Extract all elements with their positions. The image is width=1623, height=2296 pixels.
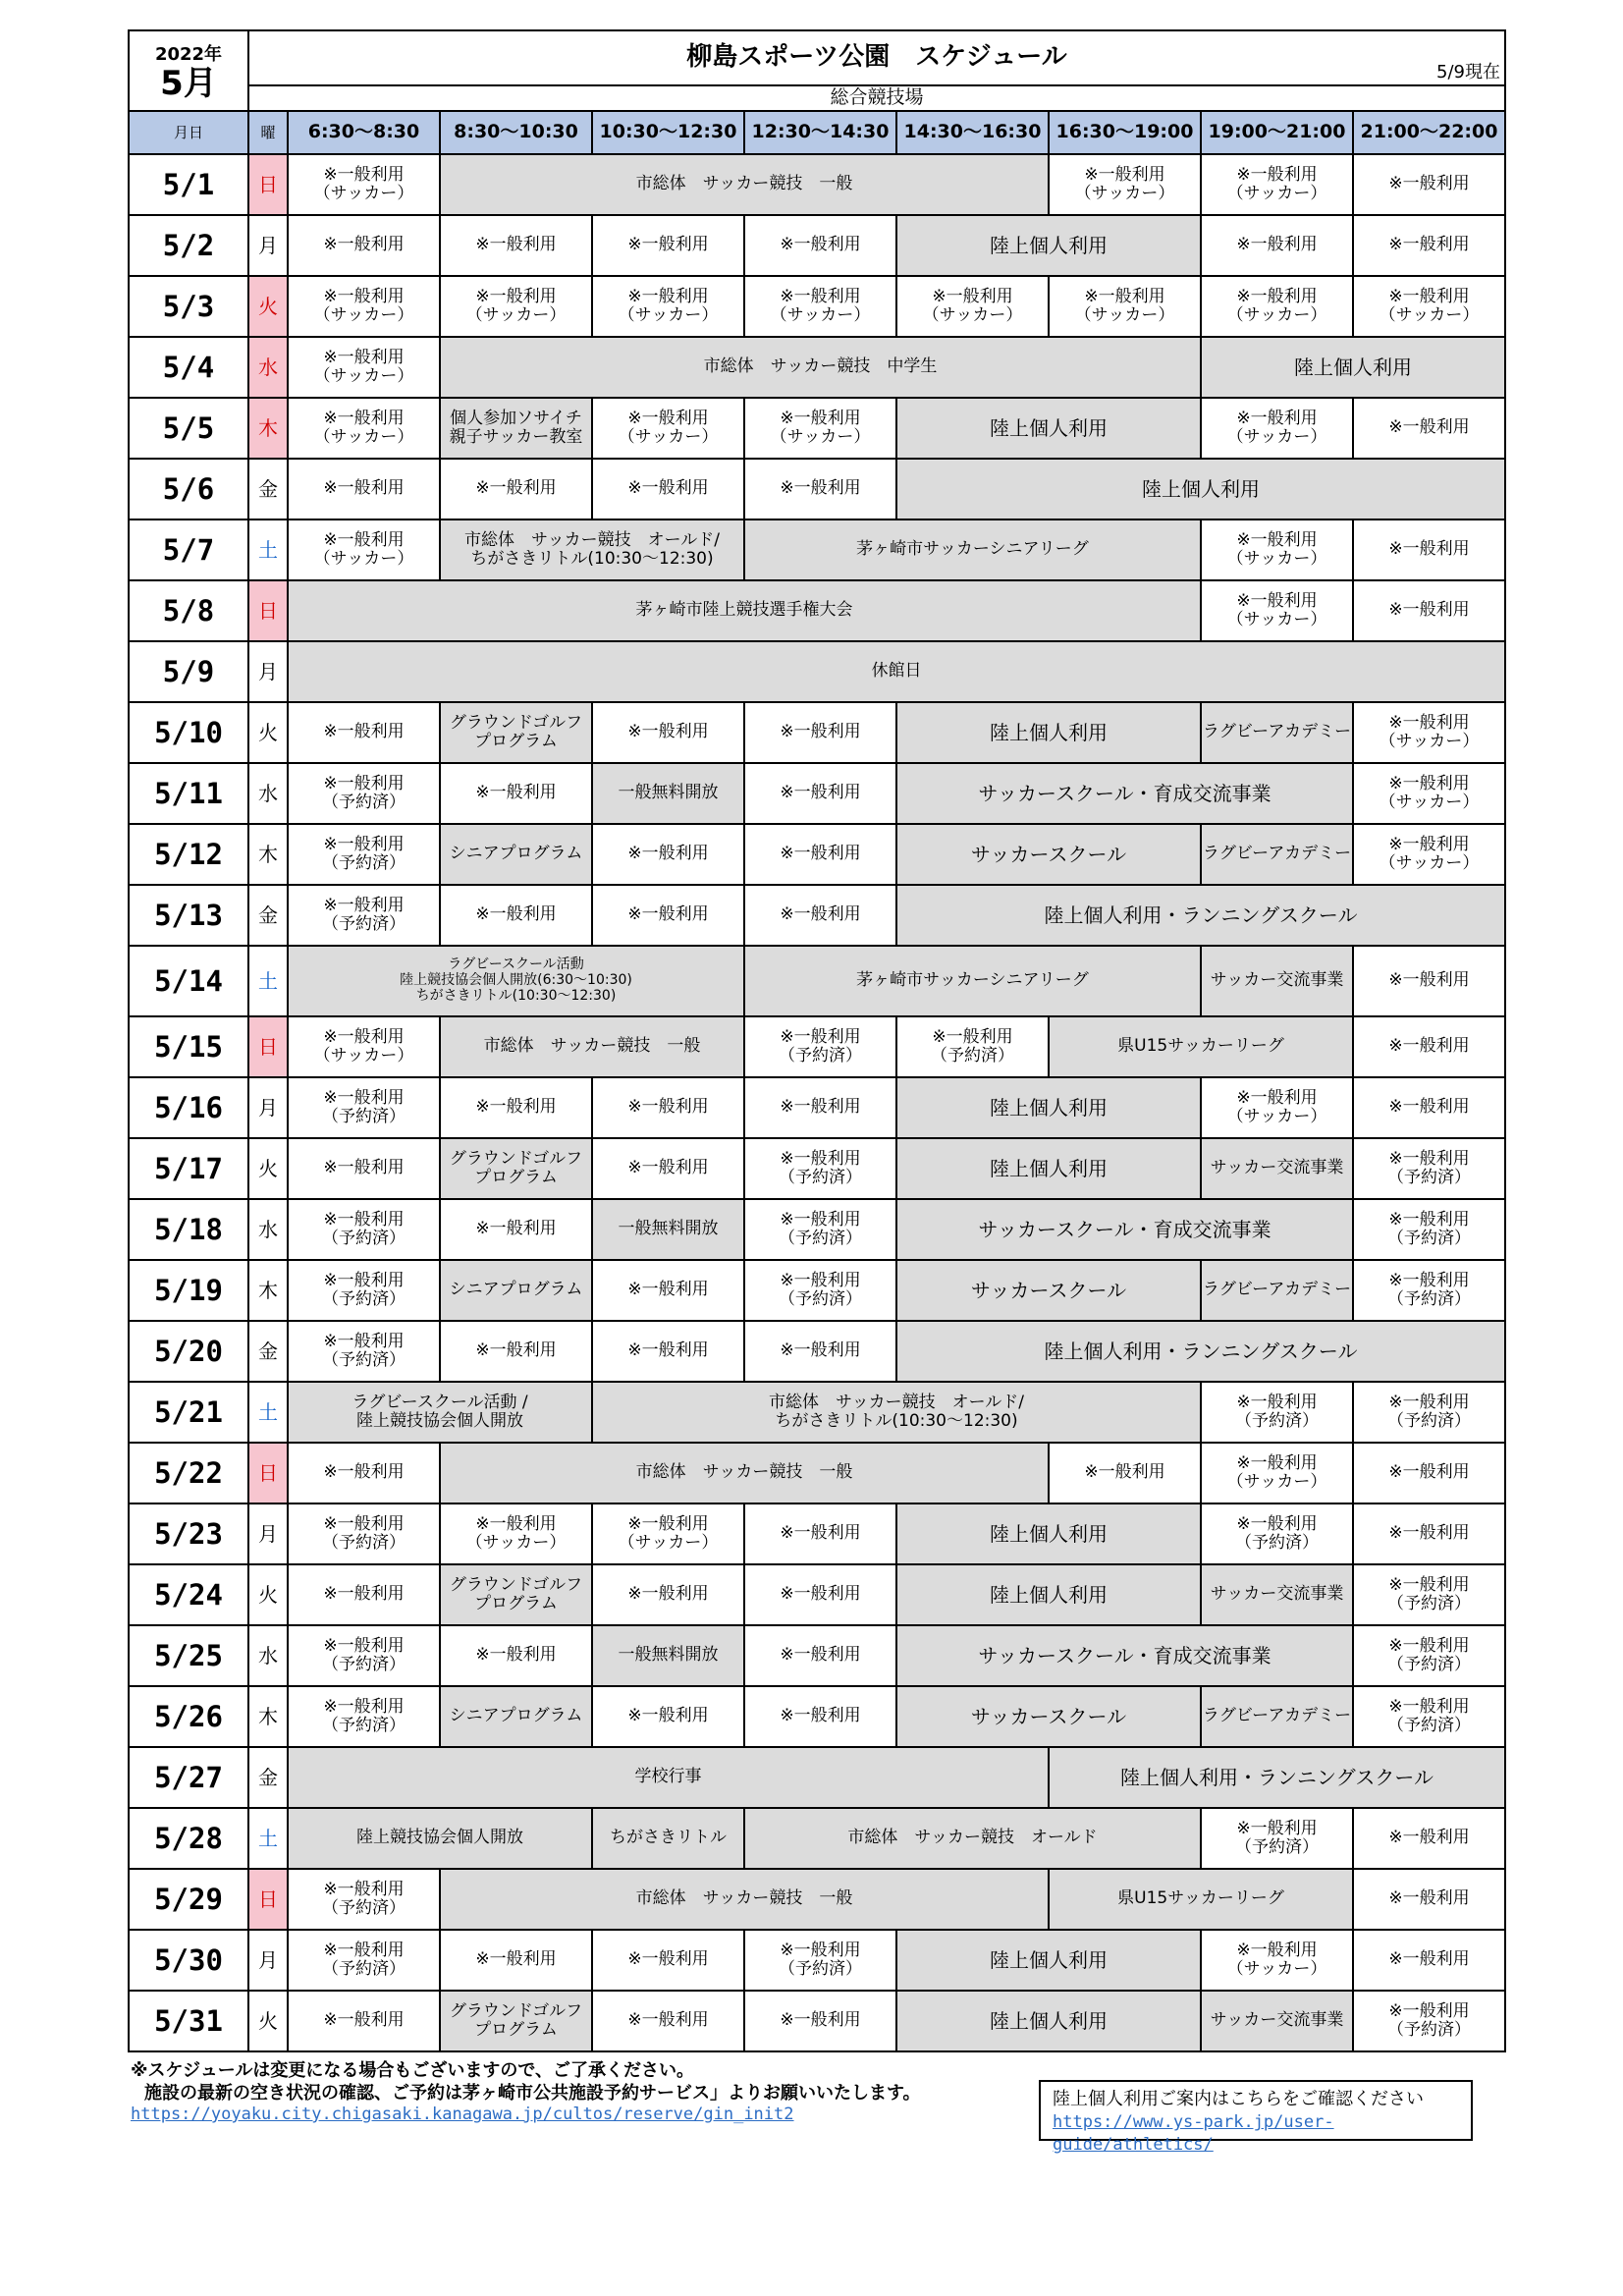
open-slot: ※一般利用 [744,1564,896,1625]
open-slot: ※一般利用 [592,1260,744,1321]
open-slot: ※一般利用 （予約済） [288,885,440,946]
row-weekday: 月 [248,1077,288,1138]
schedule-row [129,215,1505,276]
booked-slot: 市総体 サッカー競技 中学生 [440,337,1201,398]
open-slot: ※一般利用 [592,1991,744,2051]
open-slot: ※一般利用 （予約済） [288,1686,440,1747]
row-weekday: 土 [248,1808,288,1869]
open-slot: ※一般利用 （予約済） [1353,1686,1505,1747]
booked-slot: サッカースクール・育成交流事業 [896,1199,1353,1260]
open-slot: ※一般利用 （予約済） [1201,1382,1353,1443]
schedule-row [129,1625,1505,1686]
row-date: 5/14 [129,946,248,1016]
time-slot-header: 12:30〜14:30 [744,111,896,154]
booked-slot: シニアプログラム [440,1686,592,1747]
open-slot: ※一般利用 [440,459,592,519]
open-slot: ※一般利用 （サッカー） [744,398,896,459]
column-header-row [129,111,1505,154]
open-slot: ※一般利用 （サッカー） [592,276,744,337]
open-slot: ※一般利用 [288,1991,440,2051]
open-slot: ※一般利用 [744,459,896,519]
schedule-row [129,702,1505,763]
row-date: 5/16 [129,1077,248,1138]
booked-slot: ラグビーアカデミー [1201,1686,1353,1747]
booked-slot: 陸上個人利用 [896,1930,1201,1991]
row-date: 5/4 [129,337,248,398]
open-slot: ※一般利用 [592,1930,744,1991]
open-slot: ※一般利用 [592,459,744,519]
open-slot: ※一般利用 （サッカー） [1201,519,1353,580]
open-slot: ※一般利用 [288,1138,440,1199]
row-weekday: 水 [248,1625,288,1686]
row-weekday: 日 [248,1016,288,1077]
schedule-row [129,1808,1505,1869]
open-slot: ※一般利用 （予約済） [1353,1564,1505,1625]
row-date: 5/8 [129,580,248,641]
time-slot-header: 14:30〜16:30 [896,111,1049,154]
footer-notes [131,2060,1034,2125]
open-slot: ※一般利用 [288,1564,440,1625]
booked-slot: ラグビースクール活動 / 陸上競技協会個人開放 [288,1382,592,1443]
booked-slot: 一般無料開放 [592,1625,744,1686]
open-slot: ※一般利用 [592,824,744,885]
open-slot: ※一般利用 [288,1443,440,1503]
open-slot: ※一般利用 （予約済） [1353,1991,1505,2051]
open-slot: ※一般利用 （サッカー） [1353,702,1505,763]
open-slot: ※一般利用 [744,885,896,946]
booked-slot: ラグビースクール活動 陸上競技協会個人開放(6:30〜10:30) ちがさきリトル(10:30〜12:30) [288,946,744,1016]
row-weekday: 水 [248,1199,288,1260]
open-slot: ※一般利用 [440,1199,592,1260]
page-title-cell [248,30,1505,85]
open-slot: ※一般利用 （サッカー） [1049,154,1201,215]
open-slot: ※一般利用 [440,1625,592,1686]
open-slot: ※一般利用 [744,1503,896,1564]
open-slot: ※一般利用 （予約済） [288,1260,440,1321]
open-slot: ※一般利用 [744,1321,896,1382]
open-slot: ※一般利用 [1353,1077,1505,1138]
open-slot: ※一般利用 [1353,215,1505,276]
booked-slot: 陸上個人利用 [896,215,1201,276]
schedule-row [129,1138,1505,1199]
open-slot: ※一般利用 （予約済） [288,1869,440,1930]
row-weekday: 日 [248,1443,288,1503]
row-date: 5/27 [129,1747,248,1808]
time-slot-header: 21:00〜22:00 [1353,111,1505,154]
open-slot: ※一般利用 [1049,1443,1201,1503]
open-slot: ※一般利用 [1353,1808,1505,1869]
booked-slot: 陸上個人利用 [1201,337,1505,398]
booked-slot: 県U15サッカーリーグ [1049,1016,1353,1077]
open-slot: ※一般利用 （予約済） [744,1199,896,1260]
booked-slot: 茅ヶ崎市サッカーシニアリーグ [744,946,1201,1016]
booked-slot: 陸上個人利用 [896,1503,1201,1564]
time-slot-header: 6:30〜8:30 [288,111,440,154]
schedule-row [129,276,1505,337]
year-label: 2022年 [154,43,223,65]
open-slot: ※一般利用 [592,1321,744,1382]
row-weekday: 金 [248,459,288,519]
row-date: 5/2 [129,215,248,276]
schedule-row [129,641,1505,702]
row-weekday: 水 [248,337,288,398]
open-slot: ※一般利用 （サッカー） [1201,1930,1353,1991]
row-date: 5/10 [129,702,248,763]
open-slot: ※一般利用 （予約済） [1201,1808,1353,1869]
row-date: 5/28 [129,1808,248,1869]
open-slot: ※一般利用 （サッカー） [896,276,1049,337]
booked-slot: グラウンドゴルフ プログラム [440,702,592,763]
booked-slot: 陸上個人利用 [896,1564,1201,1625]
booked-slot: 学校行事 [288,1747,1049,1808]
row-weekday: 土 [248,519,288,580]
open-slot: ※一般利用 [744,702,896,763]
open-slot: ※一般利用 [744,824,896,885]
athletics-info-box [1039,2080,1473,2156]
row-weekday: 月 [248,1503,288,1564]
booked-slot: 陸上個人利用・ランニングスクール [896,885,1505,946]
booked-slot: シニアプログラム [440,1260,592,1321]
booked-slot: 陸上個人利用 [896,459,1505,519]
time-slot-header: 16:30〜19:00 [1049,111,1201,154]
row-date: 5/11 [129,763,248,824]
booked-slot: 一般無料開放 [592,763,744,824]
open-slot: ※一般利用 （予約済） [1353,1138,1505,1199]
schedule-row [129,1382,1505,1443]
open-slot: ※一般利用 （サッカー） [440,276,592,337]
schedule-row [129,580,1505,641]
open-slot: ※一般利用 （予約済） [288,824,440,885]
booked-slot: サッカー交流事業 [1201,1991,1353,2051]
schedule-row [129,398,1505,459]
schedule-row [129,1443,1505,1503]
open-slot: ※一般利用 [592,1077,744,1138]
row-date: 5/23 [129,1503,248,1564]
booked-slot: 休館日 [288,641,1505,702]
row-date: 5/15 [129,1016,248,1077]
open-slot: ※一般利用 [440,1930,592,1991]
open-slot: ※一般利用 （予約済） [288,1503,440,1564]
open-slot: ※一般利用 （予約済） [744,1260,896,1321]
open-slot: ※一般利用 （サッカー） [1201,398,1353,459]
open-slot: ※一般利用 [592,1138,744,1199]
booked-slot: グラウンドゴルフ プログラム [440,1991,592,2051]
open-slot: ※一般利用 [1353,1016,1505,1077]
open-slot: ※一般利用 [440,763,592,824]
open-slot: ※一般利用 （予約済） [1353,1260,1505,1321]
booked-slot: 陸上個人利用 [896,1138,1201,1199]
open-slot: ※一般利用 [592,1564,744,1625]
schedule-row [129,1199,1505,1260]
booked-slot: サッカースクール [896,1260,1201,1321]
row-date: 5/26 [129,1686,248,1747]
open-slot: ※一般利用 （サッカー） [288,276,440,337]
booked-slot: サッカースクール [896,1686,1201,1747]
schedule-row [129,1869,1505,1930]
schedule-row [129,885,1505,946]
open-slot: ※一般利用 [440,885,592,946]
open-slot: ※一般利用 （予約済） [1353,1199,1505,1260]
booked-slot: 個人参加ソサイチ 親子サッカー教室 [440,398,592,459]
time-slot-header: 8:30〜10:30 [440,111,592,154]
open-slot: ※一般利用 [1353,1503,1505,1564]
booked-slot: グラウンドゴルフ プログラム [440,1564,592,1625]
booked-slot: ラグビーアカデミー [1201,702,1353,763]
booked-slot: 市総体 サッカー競技 一般 [440,1869,1049,1930]
booked-slot: 県U15サッカーリーグ [1049,1869,1353,1930]
open-slot: ※一般利用 [744,1625,896,1686]
booked-slot: サッカースクール・育成交流事業 [896,1625,1353,1686]
schedule-row [129,154,1505,215]
booked-slot: 陸上個人利用・ランニングスクール [1049,1747,1505,1808]
open-slot: ※一般利用 （予約済） [1353,1625,1505,1686]
open-slot: ※一般利用 [288,215,440,276]
open-slot: ※一般利用 [288,702,440,763]
row-weekday: 木 [248,1260,288,1321]
col-date-header: 月日 [129,111,248,154]
schedule-row [129,1747,1505,1808]
open-slot: ※一般利用 （サッカー） [592,398,744,459]
schedule-row [129,1321,1505,1382]
row-weekday: 火 [248,276,288,337]
open-slot: ※一般利用 （サッカー） [1201,154,1353,215]
schedule-row [129,1260,1505,1321]
open-slot: ※一般利用 （サッカー） [1201,276,1353,337]
reservation-link[interactable]: https://yoyaku.city.chigasaki.kanagawa.jp/cultos/reserve/gin_init2 [131,2105,794,2124]
row-date: 5/22 [129,1443,248,1503]
open-slot: ※一般利用 （予約済） [896,1016,1049,1077]
schedule-row [129,1564,1505,1625]
booked-slot: 陸上個人利用 [896,1077,1201,1138]
open-slot: ※一般利用 [744,215,896,276]
open-slot: ※一般利用 （サッカー） [1353,763,1505,824]
row-date: 5/13 [129,885,248,946]
open-slot: ※一般利用 [440,1077,592,1138]
booked-slot: 陸上個人利用 [896,398,1201,459]
open-slot: ※一般利用 [1353,154,1505,215]
schedule-row [129,946,1505,1016]
open-slot: ※一般利用 [1353,519,1505,580]
row-date: 5/1 [129,154,248,215]
booked-slot: 市総体 サッカー競技 オールド [744,1808,1201,1869]
booked-slot: 一般無料開放 [592,1199,744,1260]
open-slot: ※一般利用 （予約済） [1353,1382,1505,1443]
open-slot: ※一般利用 [744,1077,896,1138]
row-weekday: 月 [248,641,288,702]
open-slot: ※一般利用 （サッカー） [288,337,440,398]
row-date: 5/6 [129,459,248,519]
page-title: 柳島スポーツ公園 スケジュール [686,42,1067,73]
row-date: 5/20 [129,1321,248,1382]
row-weekday: 火 [248,702,288,763]
row-date: 5/12 [129,824,248,885]
booked-slot: 市総体 サッカー競技 オールド/ ちがさきリトル(10:30〜12:30) [592,1382,1201,1443]
row-weekday: 土 [248,946,288,1016]
year-month-cell [129,30,248,111]
open-slot: ※一般利用 [1353,580,1505,641]
open-slot: ※一般利用 （サッカー） [1201,1443,1353,1503]
time-slot-header: 10:30〜12:30 [592,111,744,154]
open-slot: ※一般利用 （予約済） [288,1930,440,1991]
booked-slot: ラグビーアカデミー [1201,1260,1353,1321]
open-slot: ※一般利用 [1201,215,1353,276]
title-row [129,30,1505,85]
open-slot: ※一般利用 （サッカー） [1049,276,1201,337]
open-slot: ※一般利用 （予約済） [744,1930,896,1991]
schedule-row [129,824,1505,885]
schedule-table [128,29,1506,2052]
booked-slot: 市総体 サッカー競技 一般 [440,1016,744,1077]
row-weekday: 金 [248,1321,288,1382]
row-weekday: 日 [248,154,288,215]
open-slot: ※一般利用 （予約済） [288,1625,440,1686]
open-slot: ※一般利用 [592,702,744,763]
venue-label: 総合競技場 [248,85,1505,111]
open-slot: ※一般利用 （予約済） [288,1321,440,1382]
row-date: 5/3 [129,276,248,337]
booked-slot: サッカー交流事業 [1201,1138,1353,1199]
row-weekday: 木 [248,824,288,885]
open-slot: ※一般利用 （予約済） [744,1016,896,1077]
booked-slot: ちがさきリトル [592,1808,744,1869]
row-date: 5/30 [129,1930,248,1991]
schedule-row [129,1686,1505,1747]
schedule-row [129,763,1505,824]
booked-slot: グラウンドゴルフ プログラム [440,1138,592,1199]
booked-slot: サッカー交流事業 [1201,946,1353,1016]
open-slot: ※一般利用 （予約済） [288,763,440,824]
row-date: 5/9 [129,641,248,702]
as-of-date: 5/9現在 [1436,61,1500,82]
row-date: 5/31 [129,1991,248,2051]
booked-slot: サッカースクール・育成交流事業 [896,763,1353,824]
month-label: 5月 [160,64,217,104]
open-slot: ※一般利用 [592,885,744,946]
open-slot: ※一般利用 [592,1686,744,1747]
booked-slot: 陸上個人利用 [896,702,1201,763]
schedule-row [129,337,1505,398]
row-weekday: 火 [248,1564,288,1625]
row-weekday: 月 [248,1930,288,1991]
booked-slot: サッカー交流事業 [1201,1564,1353,1625]
schedule-row [129,519,1505,580]
open-slot: ※一般利用 [744,1991,896,2051]
open-slot: ※一般利用 [592,215,744,276]
row-weekday: 火 [248,1138,288,1199]
open-slot: ※一般利用 [744,763,896,824]
open-slot: ※一般利用 [440,1321,592,1382]
open-slot: ※一般利用 （サッカー） [1201,1077,1353,1138]
open-slot: ※一般利用 （サッカー） [288,154,440,215]
open-slot: ※一般利用 （サッカー） [1353,276,1505,337]
open-slot: ※一般利用 （サッカー） [1353,824,1505,885]
booked-slot: 陸上個人利用・ランニングスクール [896,1321,1505,1382]
row-date: 5/25 [129,1625,248,1686]
open-slot: ※一般利用 （予約済） [288,1077,440,1138]
row-weekday: 水 [248,763,288,824]
open-slot: ※一般利用 [1353,1869,1505,1930]
row-date: 5/19 [129,1260,248,1321]
row-date: 5/17 [129,1138,248,1199]
row-weekday: 金 [248,1747,288,1808]
venue-row [129,85,1505,111]
athletics-info-link[interactable]: https://www.ys-park.jp/user-guide/athletics/ [1053,2112,1334,2156]
booked-slot: ラグビーアカデミー [1201,824,1353,885]
open-slot: ※一般利用 [1353,398,1505,459]
open-slot: ※一般利用 [288,459,440,519]
row-weekday: 火 [248,1991,288,2051]
row-weekday: 木 [248,398,288,459]
open-slot: ※一般利用 （サッカー） [744,276,896,337]
athletics-info-text: 陸上個人利用ご案内はこちらをご確認ください [1053,2089,1424,2109]
row-date: 5/24 [129,1564,248,1625]
notes-line-1: ※スケジュールは変更になる場合もございますので、ご了承ください。 [131,2060,695,2081]
open-slot: ※一般利用 （サッカー） [1201,580,1353,641]
schedule-row [129,1077,1505,1138]
row-weekday: 月 [248,215,288,276]
schedule-row [129,1991,1505,2051]
schedule-row [129,1930,1505,1991]
open-slot: ※一般利用 [744,1686,896,1747]
booked-slot: 茅ヶ崎市サッカーシニアリーグ [744,519,1201,580]
open-slot: ※一般利用 （予約済） [744,1138,896,1199]
open-slot: ※一般利用 [440,215,592,276]
open-slot: ※一般利用 （サッカー） [288,1016,440,1077]
open-slot: ※一般利用 （予約済） [1201,1503,1353,1564]
booked-slot: 市総体 サッカー競技 一般 [440,1443,1049,1503]
row-weekday: 木 [248,1686,288,1747]
row-date: 5/18 [129,1199,248,1260]
schedule-row [129,1503,1505,1564]
open-slot: ※一般利用 [1353,1930,1505,1991]
row-date: 5/7 [129,519,248,580]
booked-slot: 市総体 サッカー競技 一般 [440,154,1049,215]
row-weekday: 土 [248,1382,288,1443]
booked-slot: サッカースクール [896,824,1201,885]
open-slot: ※一般利用 （サッカー） [592,1503,744,1564]
row-weekday: 金 [248,885,288,946]
open-slot: ※一般利用 （サッカー） [440,1503,592,1564]
booked-slot: 市総体 サッカー競技 オールド/ ちがさきリトル(10:30〜12:30) [440,519,744,580]
booked-slot: シニアプログラム [440,824,592,885]
booked-slot: 陸上個人利用 [896,1991,1201,2051]
open-slot: ※一般利用 [1353,1443,1505,1503]
col-dow-header: 曜 [248,111,288,154]
schedule-row [129,1016,1505,1077]
notes-line-2: 施設の最新の空き状況の確認、ご予約は茅ヶ崎市公共施設予約サービス」よりお願いいたします。 [144,2082,921,2104]
row-weekday: 日 [248,580,288,641]
time-slot-header: 19:00〜21:00 [1201,111,1353,154]
open-slot: ※一般利用 （サッカー） [288,519,440,580]
booked-slot: 陸上競技協会個人開放 [288,1808,592,1869]
row-date: 5/21 [129,1382,248,1443]
row-weekday: 日 [248,1869,288,1930]
schedule-row [129,459,1505,519]
booked-slot: 茅ヶ崎市陸上競技選手権大会 [288,580,1201,641]
open-slot: ※一般利用 （サッカー） [288,398,440,459]
row-date: 5/29 [129,1869,248,1930]
row-date: 5/5 [129,398,248,459]
open-slot: ※一般利用 （予約済） [288,1199,440,1260]
open-slot: ※一般利用 [1353,946,1505,1016]
